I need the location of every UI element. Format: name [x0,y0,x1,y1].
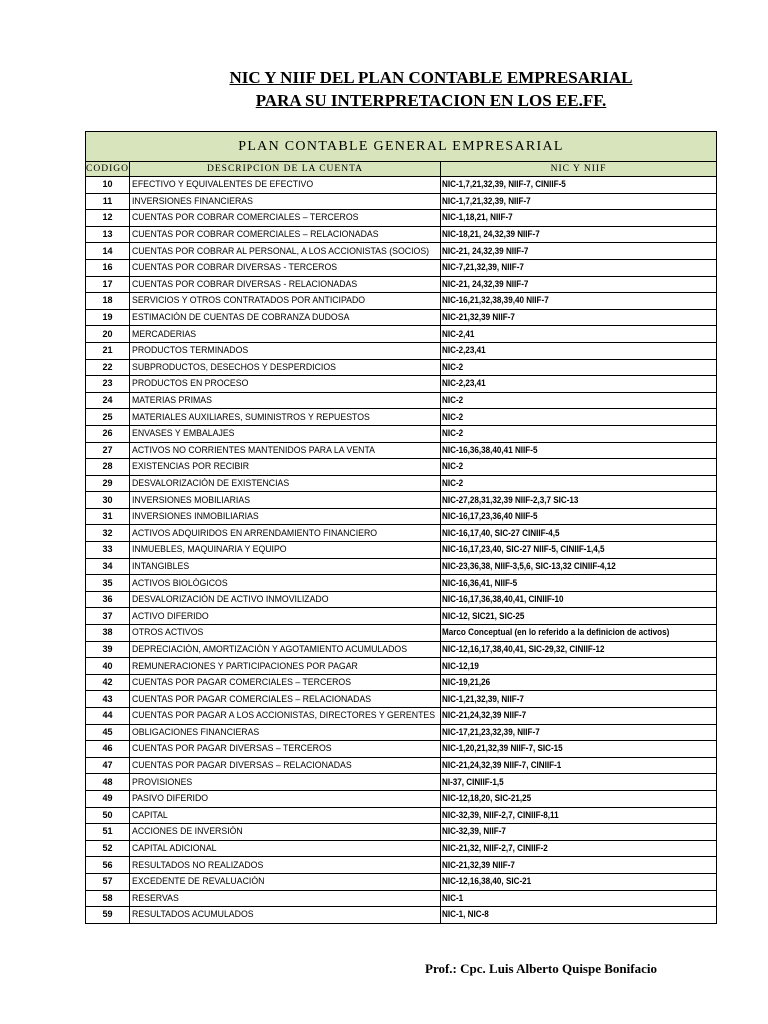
account-description-text: INVERSIONES FINANCIERAS [132,195,253,207]
account-description [130,376,441,393]
table-row [86,840,717,857]
account-code: 52 [86,840,130,857]
account-standards-text: NIC-21,24,32,39 NIIF-7, CINIIF-1 [442,760,562,771]
account-standards-text: NIC-2 [442,411,464,422]
account-description [130,824,441,841]
account-standards [441,625,717,642]
account-description [130,691,441,708]
account-description [130,276,441,293]
account-description [130,210,441,227]
account-description [130,907,441,924]
account-description-text: CUENTAS POR PAGAR DIVERSAS – RELACIONADAS [132,760,352,772]
account-standards-text: NIC-2,23,41 [442,378,486,389]
account-standards-text: NIC-32,39, NIIF-7 [442,826,506,837]
account-description-text: EXCEDENTE DE REVALUACIÓN [132,876,265,888]
account-code: 58 [86,890,130,907]
table-row [86,442,717,459]
table-row [86,359,717,376]
account-description-text: CUENTAS POR PAGAR COMERCIALES – RELACIONADAS [132,693,372,705]
table-row [86,342,717,359]
account-code: 24 [86,392,130,409]
account-standards [441,691,717,708]
table-row [86,525,717,542]
table-row [86,392,717,409]
account-standards-text: NIC-16,36,38,40,41 NIIF-5 [442,444,538,455]
account-description [130,641,441,658]
account-code: 29 [86,475,130,492]
account-description-text: MATERIALES AUXILIARES, SUMINISTROS Y REPUESTOS [132,411,370,423]
account-standards [441,392,717,409]
account-standards [441,326,717,343]
account-standards [441,674,717,691]
account-description-text: MATERIAS PRIMAS [132,395,212,407]
account-standards [441,475,717,492]
table-row [86,857,717,874]
table-row [86,774,717,791]
account-description-text: CUENTAS POR PAGAR COMERCIALES – TERCEROS [132,677,352,689]
account-description [130,575,441,592]
account-description [130,492,441,509]
account-description [130,890,441,907]
account-description [130,226,441,243]
account-description-text: RESULTADOS ACUMULADOS [132,909,254,921]
account-standards [441,741,717,758]
account-description-text: ESTIMACIÓN DE CUENTAS DE COBRANZA DUDOSA [132,312,350,324]
account-standards [441,342,717,359]
account-code: 32 [86,525,130,542]
account-description-text: SERVICIOS Y OTROS CONTRATADOS POR ANTICIPADO [132,295,366,307]
table-row [86,508,717,525]
account-code: 31 [86,508,130,525]
table-row [86,741,717,758]
table-banner-row [86,132,717,162]
account-description [130,757,441,774]
account-description-text: ACCIONES DE INVERSIÓN [132,826,243,838]
account-standards [441,824,717,841]
table-row [86,873,717,890]
account-standards-text: NIC-16,17,23,36,40 NIIF-5 [442,511,538,522]
account-description [130,708,441,725]
account-standards-text: NIC-21, 24,32,39 NIIF-7 [442,278,529,289]
account-standards-text: NIC-1, NIC-8 [442,909,489,920]
account-description [130,542,441,559]
account-standards-text: NIC-21,32,39 NIIF-7 [442,859,515,870]
table-row [86,591,717,608]
account-standards [441,409,717,426]
account-code: 56 [86,857,130,874]
account-description-text: PRODUCTOS EN PROCESO [132,378,249,390]
account-description-text: EFECTIVO Y EQUIVALENTES DE EFECTIVO [132,179,314,191]
account-code: 48 [86,774,130,791]
account-description-text: INVERSIONES INMOBILIARIAS [132,511,259,523]
account-standards-text: NIC-2 [442,361,464,372]
table-row [86,790,717,807]
account-description [130,425,441,442]
account-code: 22 [86,359,130,376]
table-row [86,608,717,625]
account-standards [441,790,717,807]
account-standards-text: NIC-21,32,39 NIIF-7 [442,312,515,323]
account-description [130,326,441,343]
account-standards [441,840,717,857]
account-description-text: RESERVAS [132,892,179,904]
account-standards-text: NI-37, CINIIF-1,5 [442,776,504,787]
account-code: 40 [86,658,130,675]
account-code: 23 [86,376,130,393]
account-standards-text: NIC-32,39, NIIF-2,7, CINIIF-8,11 [442,809,559,820]
account-description [130,243,441,260]
table-row [86,276,717,293]
account-code: 43 [86,691,130,708]
account-description-text: PASIVO DIFERIDO [132,793,209,805]
account-description-text: PROVISIONES [132,776,193,788]
account-standards [441,641,717,658]
account-code: 42 [86,674,130,691]
account-standards [441,459,717,476]
account-description [130,674,441,691]
table-row [86,177,717,194]
account-standards [441,508,717,525]
account-code: 21 [86,342,130,359]
account-description [130,873,441,890]
account-description [130,608,441,625]
account-description [130,177,441,194]
table-row [86,558,717,575]
account-standards [441,492,717,509]
table-row [86,757,717,774]
table-row [86,475,717,492]
account-description-text: CUENTAS POR COBRAR DIVERSAS - TERCEROS [132,262,338,274]
account-standards-text: NIC-2 [442,477,464,488]
header-nic: NIC Y NIIF [441,162,717,177]
account-code: 47 [86,757,130,774]
account-standards [441,276,717,293]
account-code: 57 [86,873,130,890]
account-code: 25 [86,409,130,426]
account-description-text: REMUNERACIONES Y PARTICIPACIONES POR PAGAR [132,660,358,672]
account-description-text: CUENTAS POR PAGAR A LOS ACCIONISTAS, DIRECTORES Y GERENTES [132,710,436,722]
account-standards-text: NIC-12,16,38,40, SIC-21 [442,876,532,887]
account-standards [441,243,717,260]
account-standards [441,442,717,459]
account-standards [441,376,717,393]
account-description [130,409,441,426]
account-description-text: PRODUCTOS TERMINADOS [132,345,249,357]
table-row [86,259,717,276]
account-standards [441,807,717,824]
table-row [86,425,717,442]
account-standards [441,873,717,890]
header-description: DESCRIPCION DE LA CUENTA [130,162,441,177]
account-code: 34 [86,558,130,575]
account-standards [441,724,717,741]
account-standards [441,210,717,227]
account-code: 28 [86,459,130,476]
account-code: 16 [86,259,130,276]
account-description-text: CUENTAS POR PAGAR DIVERSAS – TERCEROS [132,743,332,755]
table-row [86,326,717,343]
page-title-line-1: NIC Y NIIF DEL PLAN CONTABLE EMPRESARIAL [229,68,633,87]
account-code: 17 [86,276,130,293]
account-code: 51 [86,824,130,841]
account-code: 13 [86,226,130,243]
account-standards-text: NIC-16,17,40, SIC-27 CINIIF-4,5 [442,527,560,538]
account-code: 39 [86,641,130,658]
table-row [86,691,717,708]
account-code: 14 [86,243,130,260]
account-standards-text: NIC-21,32, NIIF-2,7, CINIIF-2 [442,843,548,854]
account-standards [441,907,717,924]
account-description [130,342,441,359]
account-standards [441,558,717,575]
account-description [130,508,441,525]
account-description-text: ACTIVOS ADQUIRIDOS EN ARRENDAMIENTO FINANCIERO [132,527,378,539]
account-code: 30 [86,492,130,509]
account-standards-text: NIC-12,19 [442,660,479,671]
header-code: CODIGO [86,162,130,177]
account-description-text: INTANGIBLES [132,560,190,572]
plan-contable-table [85,131,717,924]
account-standards-text: NIC-16,17,36,38,40,41, CINIIF-10 [442,594,564,605]
table-row [86,890,717,907]
account-standards-text: NIC-17,21,23,32,39, NIIF-7 [442,726,540,737]
account-standards-text: Marco Conceptual (en lo referido a la definicion de activos) [442,627,670,638]
account-standards-text: NIC-1 [442,892,464,903]
account-description-text: CUENTAS POR COBRAR COMERCIALES – TERCEROS [132,212,359,224]
account-standards [441,193,717,210]
table-row [86,807,717,824]
table-row [86,293,717,310]
account-description-text: OTROS ACTIVOS [132,627,204,639]
account-description [130,392,441,409]
account-standards-text: NIC-23,36,38, NIIF-3,5,6, SIC-13,32 CINIIF-4,12 [442,560,616,571]
account-standards [441,309,717,326]
table-row [86,376,717,393]
account-standards-text: NIC-1,21,32,39, NIIF-7 [442,693,524,704]
account-code: 50 [86,807,130,824]
account-standards [441,425,717,442]
account-standards [441,226,717,243]
account-standards [441,890,717,907]
account-description [130,774,441,791]
account-standards-text: NIC-27,28,31,32,39 NIIF-2,3,7 SIC-13 [442,494,579,505]
account-standards-text: NIC-21, 24,32,39 NIIF-7 [442,245,529,256]
table-body [86,177,717,924]
account-standards-text: NIC-2 [442,461,464,472]
account-description-text: CUENTAS POR COBRAR AL PERSONAL, A LOS ACCIONISTAS (SOCIOS) [132,245,430,257]
account-description-text: ACTIVO DIFERIDO [132,610,209,622]
page-title-line-2: PARA SU INTERPRETACION EN LOS EE.FF. [255,91,607,110]
table-row [86,674,717,691]
account-description [130,475,441,492]
account-standards [441,293,717,310]
account-standards-text: NIC-19,21,26 [442,677,491,688]
account-standards-text: NIC-21,24,32,39 NIIF-7 [442,710,527,721]
table-row [86,492,717,509]
account-standards [441,757,717,774]
account-description [130,857,441,874]
account-code: 59 [86,907,130,924]
account-standards [441,774,717,791]
table-row [86,708,717,725]
table-row [86,641,717,658]
table-row [86,309,717,326]
account-description [130,558,441,575]
account-description-text: DESVALORIZACIÓN DE ACTIVO INMOVILIZADO [132,594,329,606]
account-code: 10 [86,177,130,194]
account-description [130,658,441,675]
account-description-text: MERCADERIAS [132,328,197,340]
account-code: 46 [86,741,130,758]
account-description-text: INVERSIONES MOBILIARIAS [132,494,251,506]
account-code: 20 [86,326,130,343]
account-description [130,525,441,542]
account-description-text: DEPRECIACIÓN, AMORTIZACIÓN Y AGOTAMIENTO ACUMULADOS [132,643,408,655]
account-standards-text: NIC-2,41 [442,328,475,339]
account-description-text: CAPITAL ADICIONAL [132,843,217,855]
account-code: 36 [86,591,130,608]
account-description-text: OBLIGACIONES FINANCIERAS [132,726,260,738]
account-description [130,807,441,824]
account-description [130,625,441,642]
account-standards [441,525,717,542]
account-standards-text: NIC-7,21,32,39, NIIF-7 [442,262,524,273]
account-standards [441,542,717,559]
account-description [130,840,441,857]
account-standards-text: NIC-1,18,21, NIIF-7 [442,212,513,223]
account-description [130,741,441,758]
account-standards [441,177,717,194]
table-row [86,542,717,559]
account-code: 12 [86,210,130,227]
account-description [130,193,441,210]
account-standards-text: NIC-1,7,21,32,39, NIIF-7, CINIIF-5 [442,179,566,190]
account-code: 33 [86,542,130,559]
account-description-text: ENVASES Y EMBALAJES [132,428,235,440]
account-description-text: EXISTENCIAS POR RECIBIR [132,461,250,473]
account-code: 37 [86,608,130,625]
table-row [86,226,717,243]
account-code: 18 [86,293,130,310]
account-standards-text: NIC-12,16,17,38,40,41, SIC-29,32, CINIIF-12 [442,643,605,654]
account-standards-text: NIC-1,20,21,32,39 NIIF-7, SIC-15 [442,743,563,754]
account-standards-text: NIC-2 [442,428,464,439]
table-row [86,575,717,592]
author-credit: Prof.: Cpc. Luis Alberto Quispe Bonifacio [425,961,657,976]
account-description [130,724,441,741]
table-header-row [86,162,717,177]
table-row [86,243,717,260]
account-description-text: SUBPRODUCTOS, DESECHOS Y DESPERDICIOS [132,361,336,373]
table-row [86,210,717,227]
account-description-text: CAPITAL [132,809,168,821]
account-description [130,442,441,459]
account-standards [441,259,717,276]
account-code: 49 [86,790,130,807]
table-row [86,658,717,675]
table-banner: PLAN CONTABLE GENERAL EMPRESARIAL [86,132,717,162]
account-description [130,293,441,310]
account-code: 26 [86,425,130,442]
account-description [130,309,441,326]
account-description [130,359,441,376]
account-description [130,591,441,608]
account-standards-text: NIC-16,36,41, NIIF-5 [442,577,518,588]
account-standards [441,575,717,592]
account-code: 11 [86,193,130,210]
account-standards-text: NIC-16,21,32,38,39,40 NIIF-7 [442,295,549,306]
account-standards-text: NIC-18,21, 24,32,39 NIIF-7 [442,229,540,240]
account-description-text: DESVALORIZACIÓN DE EXISTENCIAS [132,477,290,489]
account-code: 45 [86,724,130,741]
account-description-text: CUENTAS POR COBRAR DIVERSAS - RELACIONADAS [132,278,358,290]
account-standards-text: NIC-12, SIC21, SIC-25 [442,610,525,621]
account-description-text: ACTIVOS BIOLÓGICOS [132,577,228,589]
account-description-text: ACTIVOS NO CORRIENTES MANTENIDOS PARA LA VENTA [132,444,375,456]
account-standards [441,708,717,725]
table-row [86,459,717,476]
table-row [86,907,717,924]
account-description [130,790,441,807]
account-standards-text: NIC-1,7,21,32,39, NIIF-7 [442,195,531,206]
account-standards [441,857,717,874]
table-row [86,625,717,642]
account-code: 38 [86,625,130,642]
account-description [130,259,441,276]
account-description-text: CUENTAS POR COBRAR COMERCIALES – RELACIONADAS [132,229,379,241]
account-description-text: RESULTADOS NO REALIZADOS [132,859,264,871]
account-description [130,459,441,476]
table-row [86,409,717,426]
table-row [86,824,717,841]
account-code: 27 [86,442,130,459]
account-standards [441,658,717,675]
account-code: 44 [86,708,130,725]
account-standards-text: NIC-12,18,20, SIC-21,25 [442,793,532,804]
account-standards [441,608,717,625]
account-description-text: INMUEBLES, MAQUINARIA Y EQUIPO [132,544,287,556]
table-row [86,724,717,741]
account-standards [441,591,717,608]
account-code: 35 [86,575,130,592]
account-standards-text: NIC-2,23,41 [442,345,486,356]
account-standards [441,359,717,376]
table-row [86,193,717,210]
account-standards-text: NIC-2 [442,395,464,406]
account-standards-text: NIC-16,17,23,40, SIC-27 NIIF-5, CINIIF-1,4,5 [442,544,605,555]
account-code: 19 [86,309,130,326]
